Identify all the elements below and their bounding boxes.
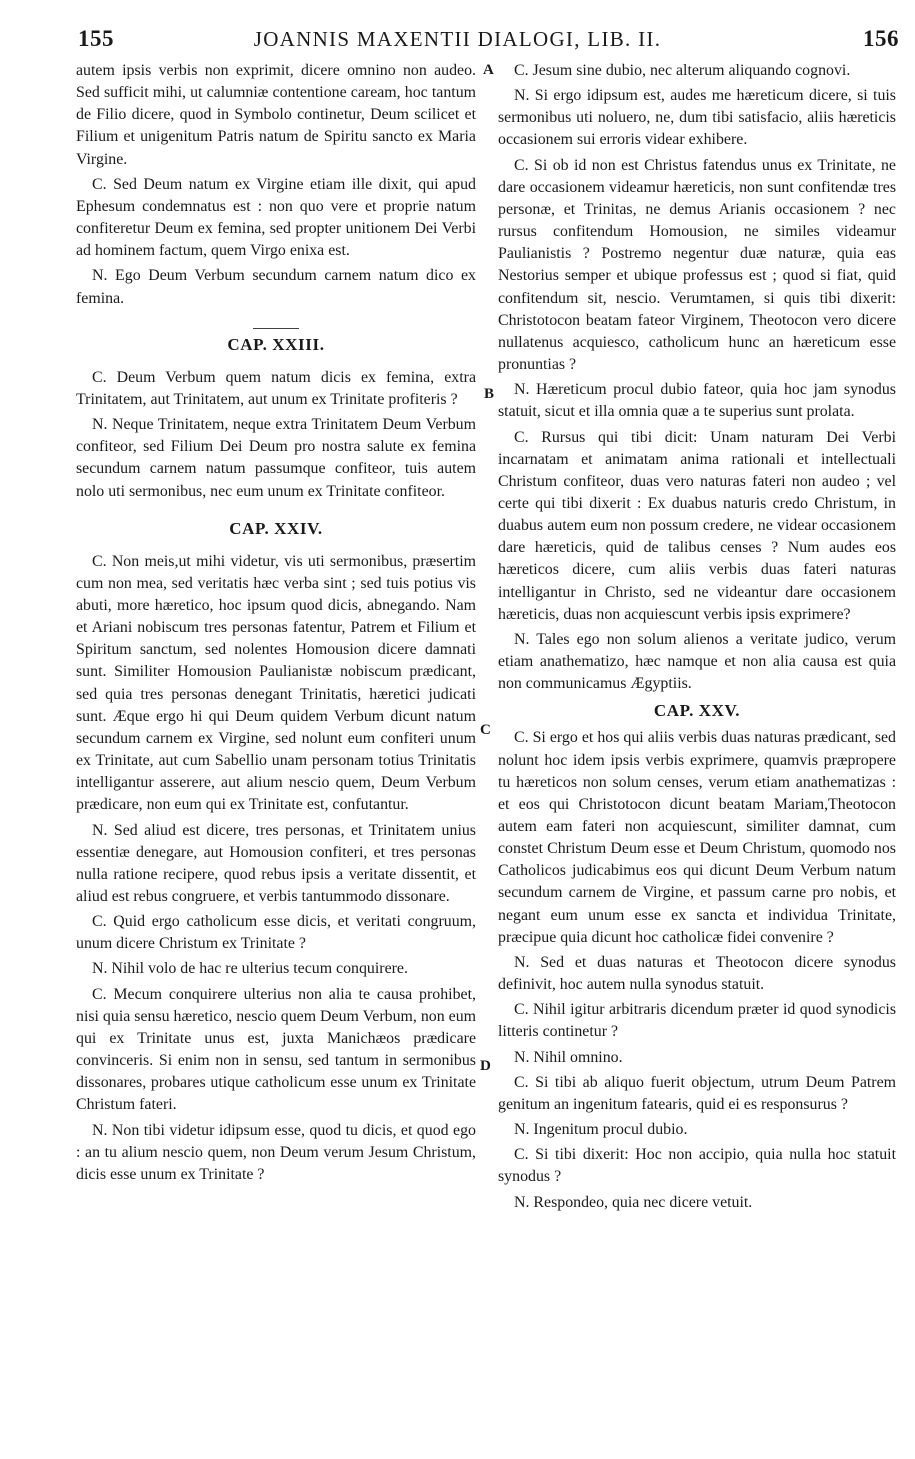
- paragraph: N. Sed aliud est dicere, tres personas, et Trinitatem unius essentiæ denegare, aut Homousion confiteri, et tres personas nulla ratione recipere, quod rebus ipsis a veritate dissentit, et aliud est rebus congruere, et verbis tantummodo dissonare.: [76, 821, 476, 905]
- paragraph: N. Hæreticum procul dubio fateor, quia hoc jam synodus statuit, sicut et illa omnia quæ a te superius sunt prolata.: [498, 381, 896, 421]
- margin-mark-a: A: [483, 62, 494, 78]
- paragraph: C. Si tibi ab aliquo fuerit objectum, utrum Deum Patrem genitum an ingenitum fatearis, quid ei es responsurus ?: [498, 1073, 896, 1113]
- paragraph: C. Mecum conquirere ulterius non alia te causa prohibet, nisi quia sensu hæretico, nescio quem Deum Verbum, non eum qui ex Trinitate unus est, juxta Manichæos prædicare convinceris. Si enim non in sensu, sed tantum in sermonibus dissonares, probares utique catholicum esse unum ex Trinitate Christum fateri.: [76, 985, 476, 1114]
- chapter-heading-25: CAP. XXV.: [653, 701, 741, 721]
- paragraph: N. Nihil omnino.: [514, 1048, 623, 1066]
- paragraph: N. Nihil volo de hac re ulterius tecum conquirere.: [92, 960, 408, 978]
- paragraph: N. Ingenitum procul dubio.: [514, 1121, 688, 1139]
- heading-rule: [253, 328, 299, 329]
- paragraph: C. Rursus qui tibi dicit: Unam naturam Dei Verbi incarnatam et animatam anima rationali et intellectuali Christum confiteor, duas vero naturas fateri non audeo ; vel certe qui tibi dixerit : Ex duabus naturis credo Christum, in duabus autem eum non possum credere, ne videar occasionem dare hæreticis, quid de talibus censes ? Num audes eos hæreticos dicere, cum aliis verbis duas fateri naturas intelligantur in Christo, sed ne videantur dare occasionem hæreticis, duas non acquiescunt verbis ipsis exprimere?: [498, 428, 896, 623]
- running-header: [0, 26, 915, 56]
- paragraph: N. Neque Trinitatem, neque extra Trinitatem Deum Verbum confiteor, sed Filium Dei Deum pro nostra salute ex femina secundum carnem natum passumque confiteor, tuis autem nolo uti sermonibus, nec eum unum ex Trinitate confiteor.: [76, 416, 476, 500]
- paragraph: N. Tales ego non solum alienos a veritate judico, verum etiam anathematizo, hæc namque et non alia causa est quia non communicamus Ægyptiis.: [498, 630, 896, 693]
- paragraph: C. Si ob id non est Christus fatendus unus ex Trinitate, ne dare occasionem videamur hæreticis, non sunt confitendæ tres personæ, et Trinitas, ne demus Arianis occasionem ? nec rursus confitendum Homousion, ne similes videamur Paulianistis ? Postremo negentur duæ naturæ, quia eas Nestorius semper et ubique professus est ; quod si fiat, quid confitendum sit, nescio. Verumtamen, si quis tibi dixerit: Christotocon beatam fateor Virginem, Theotocon vero dicere nullatenus acquiesco, catholicum hunc an hæreticum esse pronuntias ?: [498, 156, 896, 374]
- right-column: [498, 60, 896, 1217]
- paragraph: N. Sed et duas naturas et Theotocon dicere synodus definivit, hoc autem nulla synodus statuit.: [498, 953, 896, 994]
- paragraph: C. Si ergo et hos qui aliis verbis duas naturas prædicant, sed nolunt hoc idem ipsis verbis exprimere, quamvis præpropere tu hæreticos non solum censes, verum etiam anathematizas : et eos qui Christotocon dicunt beatam Mariam,Theotocon autem eam fateri non acquiescunt, similiter damnat, cum constet Christum Deum esse et Deum Christum, quomodo nos Catholicos judicabimus eos qui dicunt Deum Verbum natum secundum carnem de Virgine, et passum carne pro nobis, et negant eum unum esse ex sancta et individua Trinitate, præcipue quia dicunt hoc catholicæ fidei convenire ?: [498, 729, 896, 946]
- left-page-number: 155: [78, 26, 114, 51]
- right-page-number: 156: [863, 26, 899, 51]
- left-column: [76, 60, 476, 1189]
- chapter-heading-23: [76, 328, 476, 357]
- paragraph: N. Ego Deum Verbum secundum carnem natum dico ex femina.: [76, 267, 476, 307]
- margin-mark-d: D: [480, 1058, 491, 1074]
- margin-mark-b: B: [484, 386, 495, 402]
- margin-mark-c: C: [480, 722, 491, 738]
- paragraph: C. Jesum sine dubio, nec alterum aliquando cognovi.: [514, 62, 851, 79]
- paragraph: C. Nihil igitur arbitraris dicendum præter id quod synodicis litteris continetur ?: [498, 1001, 896, 1041]
- chapter-heading-24: CAP. XXIV.: [229, 518, 323, 538]
- paragraph: N. Non tibi videtur idipsum esse, quod tu dicis, et quod ego : an tu alium nescio quem, non Deum verum Jesum Christum, dicis esse unum ex Trinitate ?: [76, 1121, 476, 1183]
- paragraph: C. Deum Verbum quem natum dicis ex femina, extra Trinitatem, aut Trinitatem, aut unum ex Trinitate profiteris ?: [76, 368, 476, 408]
- paragraph: C. Quid ergo catholicum esse dicis, et veritati congruum, unum dicere Christum ex Trinitate ?: [76, 913, 476, 953]
- paragraph: C. Non meis,ut mihi videtur, vis uti sermonibus, præsertim cum non mea, sed veritatis hæc verba sint ; sed tuis potius vis abuti, more hæretico, hoc ipsum quod dicis, abnegando. Nam et Ariani nobiscum tres personas fatentur, Patrem et Filium et Spiritum sanctum, sed nolentes Homousion dicere damnati sunt. Similiter Homousion Paulianistæ nobiscum prædicant, sed quia tres personas denegant Trinitatis, hæretici judicati sunt. Æque ergo hi qui Deum quidem Verbum dicunt natum secundum carnem ex Virgine, sed nolunt eum confiteri unum ex Trinitate, aut cum Sabellio unam personam totius Trinitatis intelligantur asserere, aut alium nescio quem, Deum Verbum prædicare, non eum qui ex Trinitate est, confutantur.: [76, 552, 476, 814]
- paragraph: C. Si tibi dixerit: Hoc non accipio, quia nulla hoc statuit synodus ?: [498, 1146, 896, 1186]
- running-title: JOANNIS MAXENTII DIALOGI, LIB. II.: [253, 27, 662, 51]
- paragraph: N. Respondeo, quia nec dicere vetuit.: [514, 1193, 753, 1211]
- chapter-heading-text: CAP. XXIII.: [227, 334, 325, 354]
- paragraph: C. Sed Deum natum ex Virgine etiam ille dixit, qui apud Ephesum condemnatus est : non quo vere et proprie natum confiteretur Deum ex femina, sed propter unitionem Dei Verbi ad hominem factum, quem Virgo enixa est.: [76, 175, 476, 260]
- paragraph: autem ipsis verbis non exprimit, dicere omnino non audeo. Sed sufficit mihi, ut calumniæ contentione caream, hoc tantum de Filio dicere, quod in Symbolo continetur, Deum scilicet et Filium et unigenitum Patris natum de Spiritu sancto ex Maria Virgine.: [76, 62, 476, 168]
- paragraph: N. Si ergo idipsum est, audes me hæreticum dicere, si tuis sermonibus uti noluero, ne, dum tibi satisfacio, aliis hæreticis occasionem sui erroris videar exhibere.: [498, 87, 896, 149]
